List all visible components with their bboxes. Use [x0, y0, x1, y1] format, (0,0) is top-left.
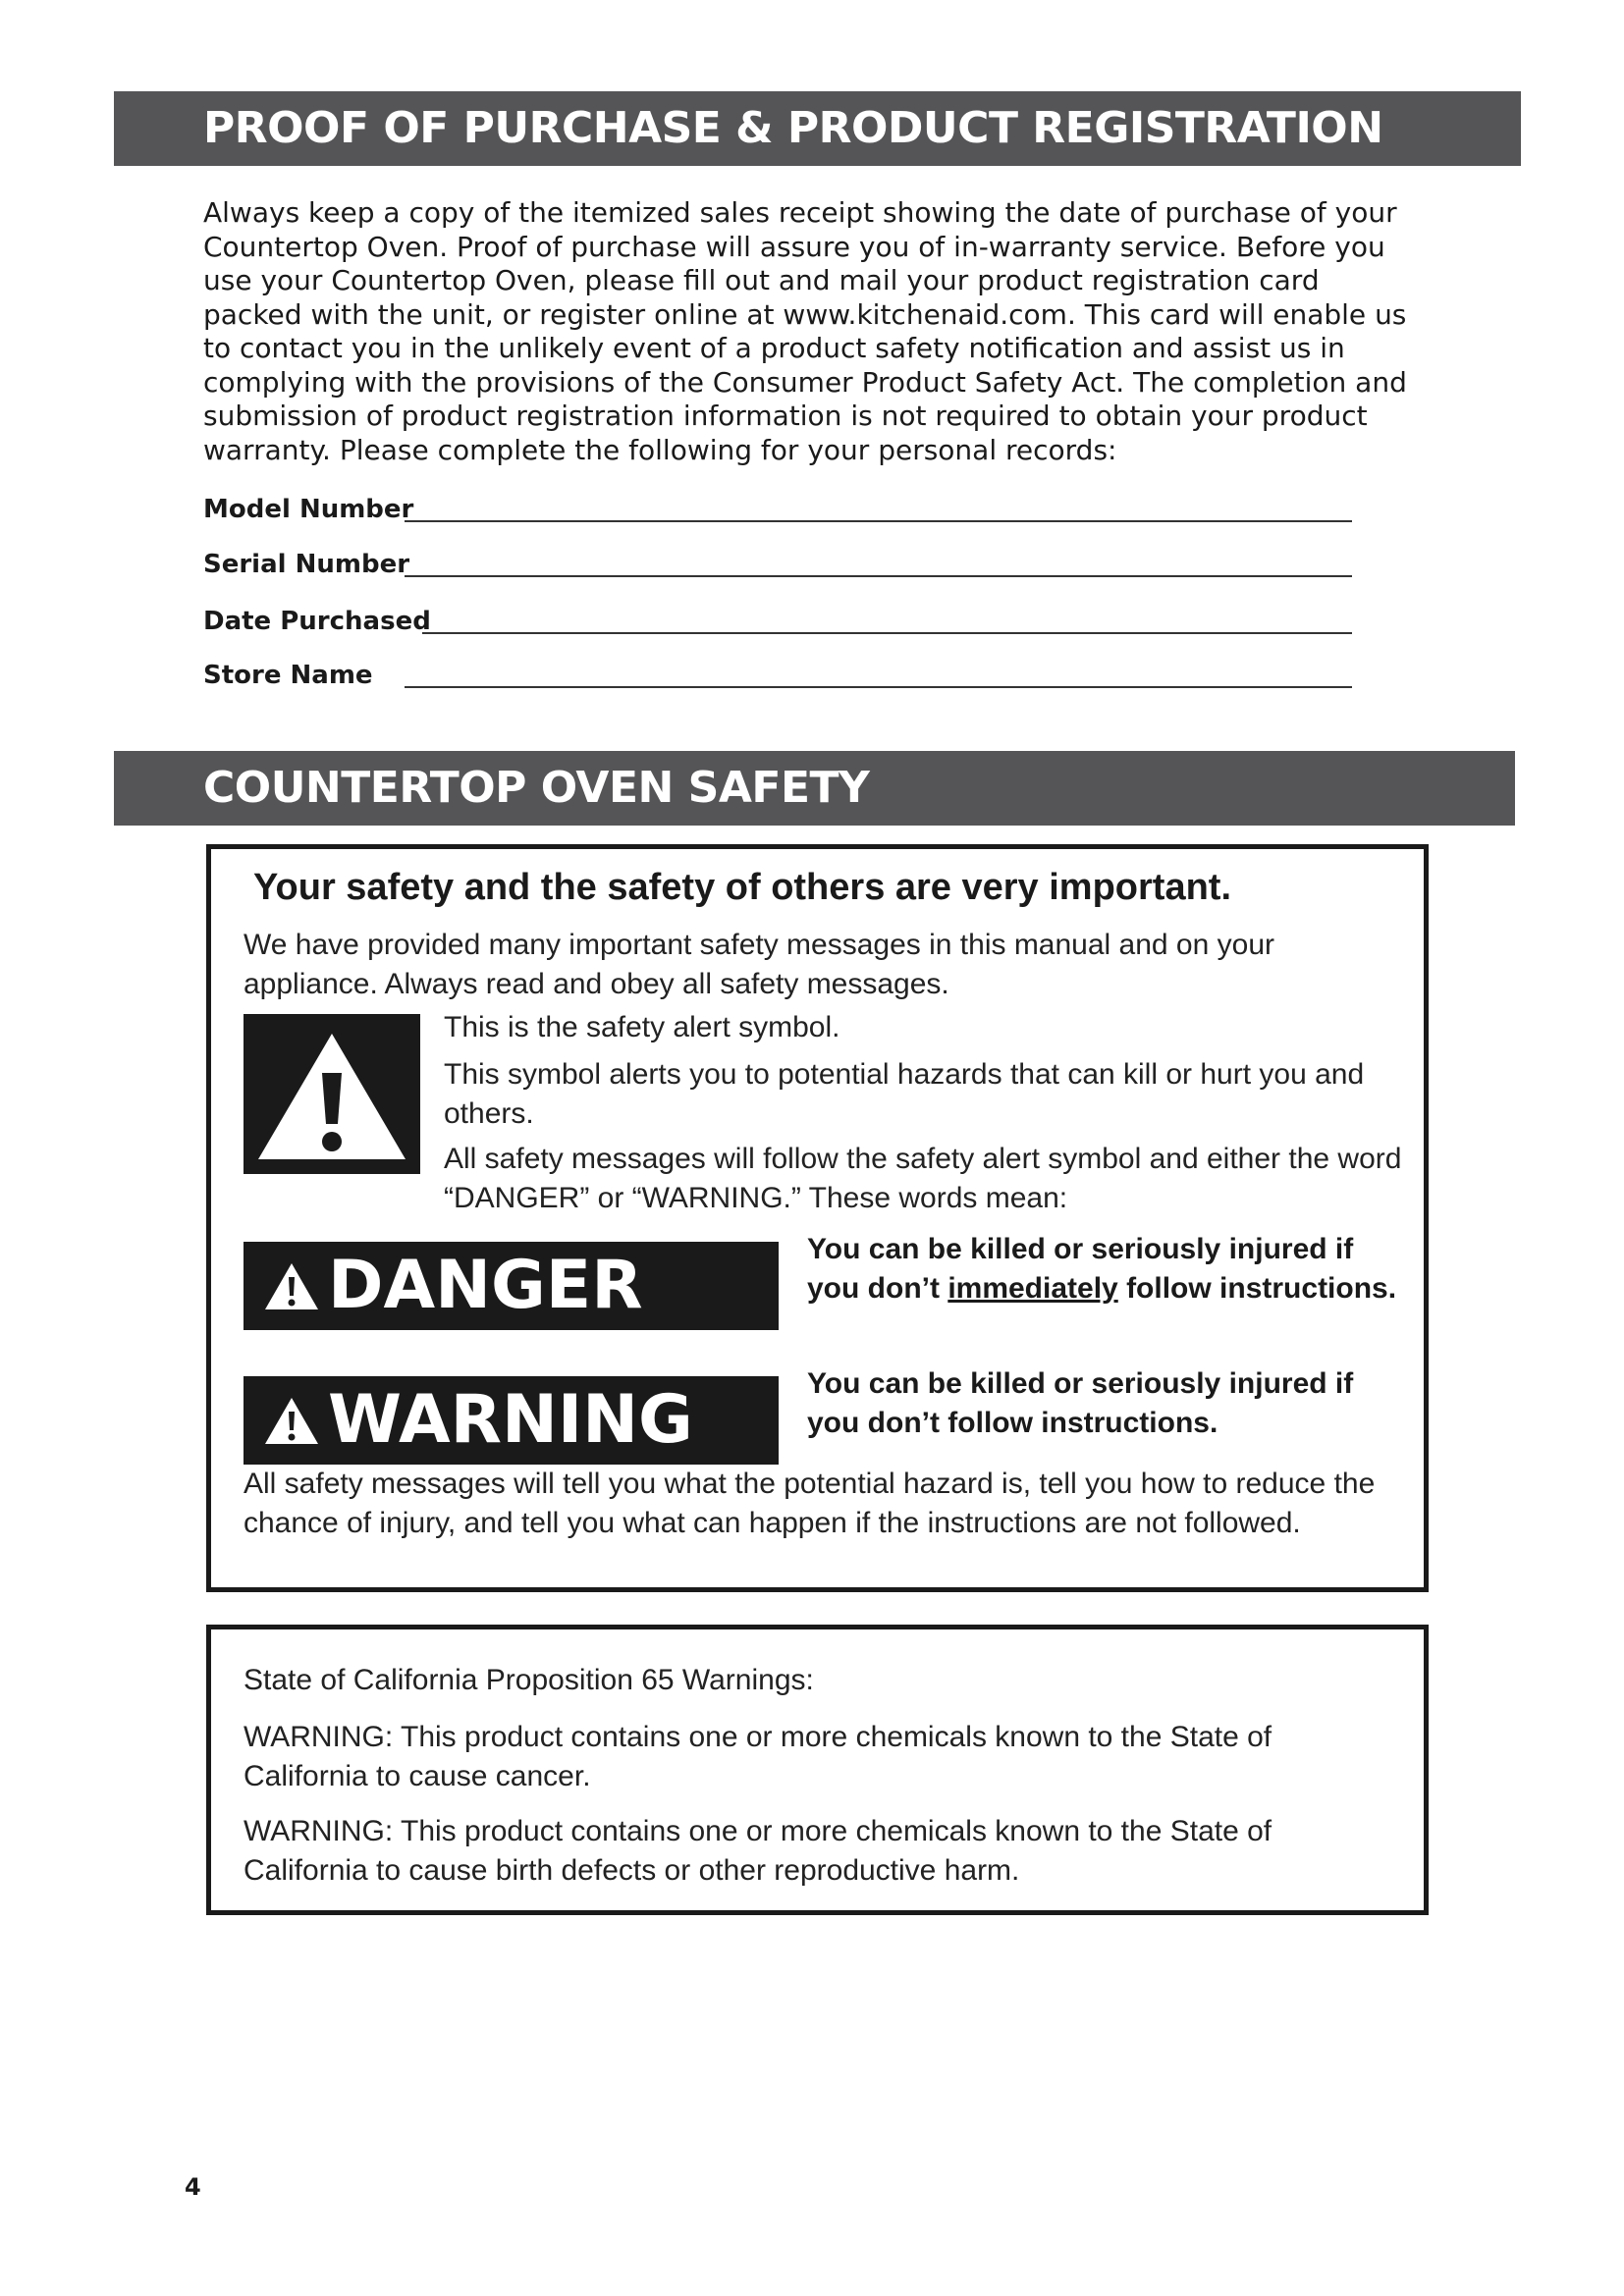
prop65-cancer-warning: WARNING: This product contains one or more chemicals known to the State of California to cause cancer. [244, 1721, 1272, 1792]
warning-signal-word [244, 1376, 779, 1465]
prop65-box [206, 1625, 1429, 1915]
store-name-field[interactable] [203, 657, 1352, 696]
model-number-line[interactable] [405, 520, 1352, 522]
warning-label-text: WARNING [328, 1381, 693, 1459]
model-number-label: Model Number [203, 495, 414, 524]
prop65-title: State of California Proposition 65 Warnings: [244, 1664, 814, 1696]
serial-number-line[interactable] [405, 575, 1352, 577]
store-name-line[interactable] [405, 686, 1352, 688]
danger-desc-after: follow instructions. [1117, 1272, 1397, 1305]
danger-signal-word [244, 1242, 779, 1330]
danger-alert-icon [263, 1260, 320, 1311]
alert-symbol-text: This is the safety alert symbol. [444, 1011, 840, 1043]
model-number-field[interactable] [203, 491, 1352, 530]
danger-description [807, 1230, 1406, 1308]
registration-intro: Always keep a copy of the itemized sales receipt showing the date of purchase of your Countertop Oven. Proof of purchase will assure you of in-warranty service. Before you use your Countertop Oven, please fill out and mail your product registration card packed with the unit, or register online at www.kitchenaid.com. This card will enable us to contact you in the unlikely event of a product safety notification and assist us in complying with the provisions of the Consumer Product Safety Act. The completion and submission of product registration information is not required to obtain your product warranty. Please complete the following for your personal records: [203, 196, 1407, 466]
danger-desc-before: You can be killed or seriously injured if you don’t [807, 1233, 1354, 1305]
store-name-label: Store Name [203, 661, 373, 690]
safety-footer: All safety messages will tell you what the potential hazard is, tell you how to reduce the chance of injury, and tell you what can happen if the instructions are not followed. [244, 1468, 1376, 1539]
date-purchased-line[interactable] [422, 632, 1352, 634]
serial-number-label: Serial Number [203, 550, 410, 579]
safety-intro: We have provided many important safety messages in this manual and on your appliance. Always read and obey all safety messages. [244, 929, 1274, 1000]
safety-title: Your safety and the safety of others are very important. [253, 867, 1232, 908]
alert-hazard-text: This symbol alerts you to potential hazards that can kill or hurt you and others. [444, 1058, 1365, 1130]
warning-description: You can be killed or seriously injured if you don’t follow instructions. [807, 1367, 1354, 1439]
page-number: 4 [185, 2173, 201, 2201]
prop65-birth-defects-warning: WARNING: This product contains one or more chemicals known to the State of California to cause birth defects or other reproductive harm. [244, 1815, 1272, 1887]
date-purchased-label: Date Purchased [203, 607, 431, 636]
safety-heading: COUNTERTOP OVEN SAFETY [114, 751, 1515, 826]
registration-heading: PROOF OF PURCHASE & PRODUCT REGISTRATION [114, 91, 1521, 166]
alert-words-text: All safety messages will follow the safety alert symbol and either the word “DANGER” or “WARNING.” These words mean: [444, 1143, 1402, 1214]
serial-number-field[interactable] [203, 546, 1352, 585]
danger-desc-emphasis: immediately [947, 1272, 1118, 1305]
date-purchased-field[interactable] [203, 603, 1352, 642]
danger-label-text: DANGER [328, 1247, 643, 1324]
safety-alert-icon [244, 1014, 420, 1174]
warning-alert-icon [263, 1395, 320, 1446]
safety-box [206, 844, 1429, 1592]
